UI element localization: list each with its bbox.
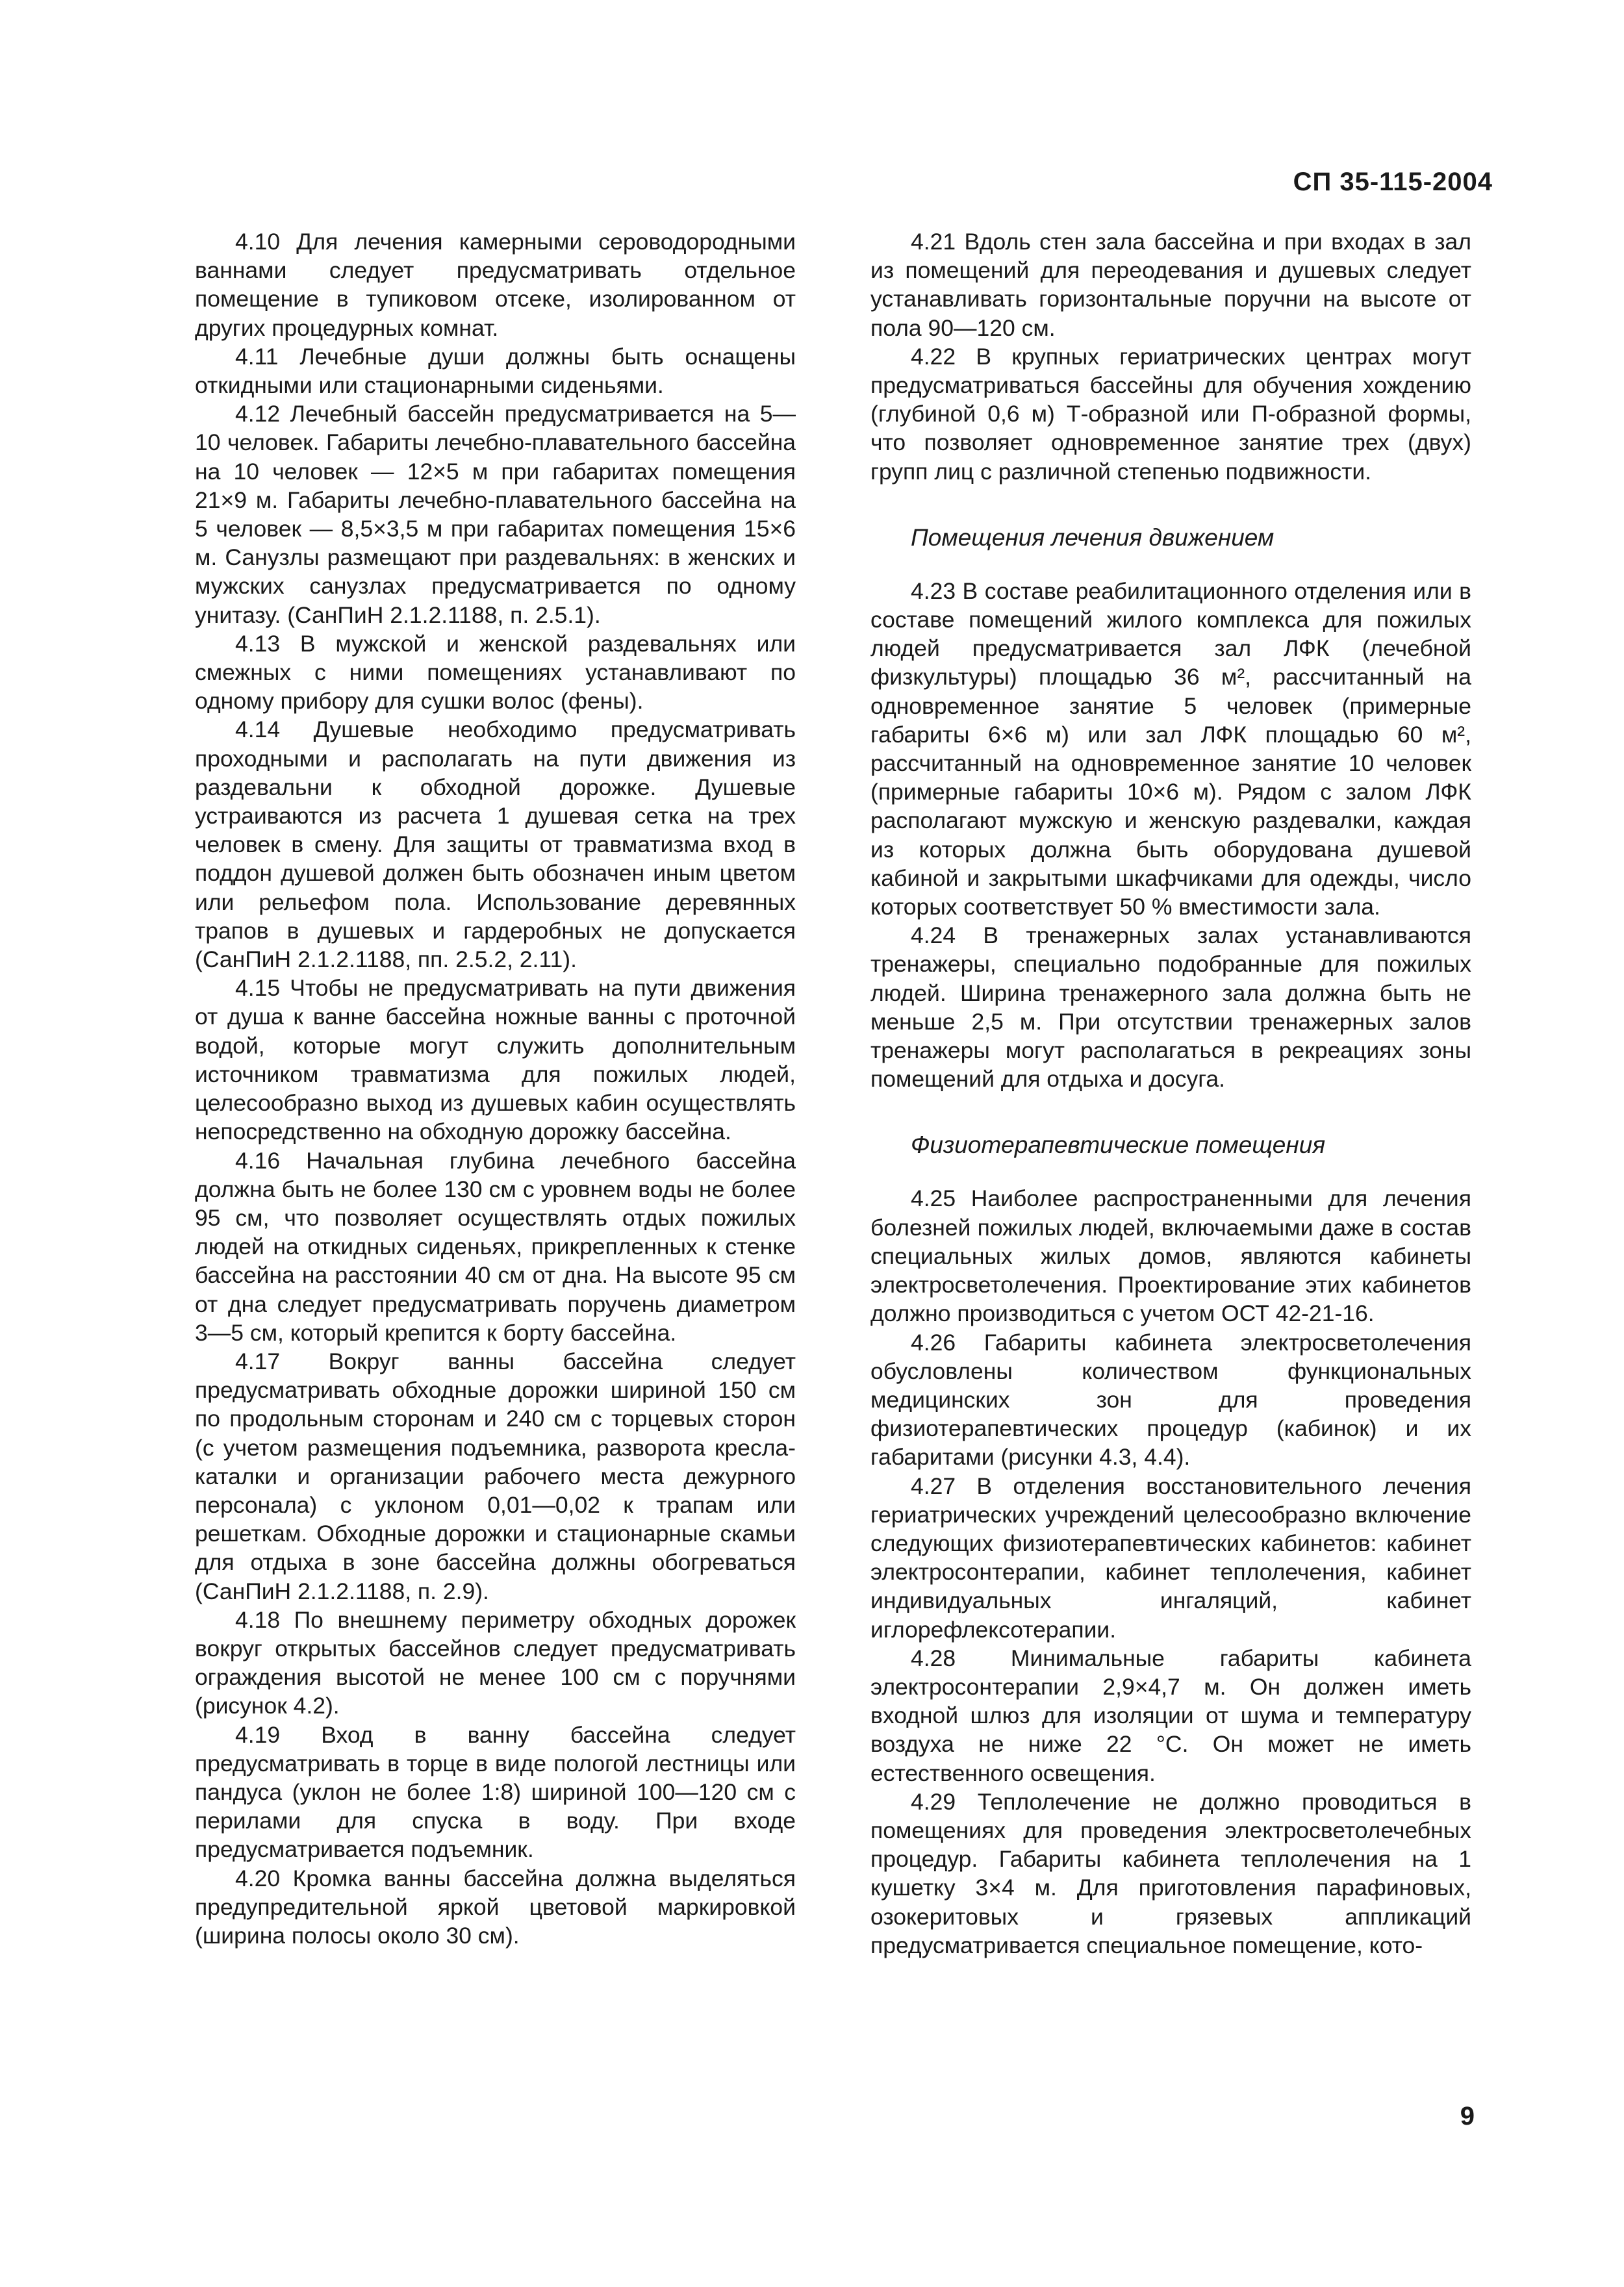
paragraph-4-20: 4.20 Кромка ванны бассейна должна выделяться предупредительной яркой цветовой маркировкой (ширина полосы около 30 см). [195, 1865, 796, 1949]
paragraph-4-14: 4.14 Душевые необходимо предусматривать проходными и располагать на пути движения из раздевальни к обходной дорожке. Душевые устраиваются из расчета 1 душевая сетка на трех человек в смену. Для защиты от травматизма вход в поддон душевой должен быть обозначен иным цветом или рельефом пола. Использование деревянных трапов в душевых и гардеробных не допускается (СанПиН 2.1.2.1188, пп. 2.5.2, 2.11). [195, 716, 796, 973]
paragraph-4-17: 4.17 Вокруг ванны бассейна следует предусматривать обходные дорожки шириной 150 см по продольным сторонам и 240 см с торцевых сторон (с учетом размещения подъемника, разворота кресла-каталки и организации рабочего места дежурного персонала) с уклоном 0,01—0,02 к трапам или решеткам. Обходные дорожки и стационарные скамьи для отдыха в зоне бассейна должны обогреваться (СанПиН 2.1.2.1188, п. 2.9). [195, 1348, 796, 1604]
page-number: 9 [1460, 2102, 1475, 2130]
paragraph-4-27: 4.27 В отделения восстановительного лечения гериатрических учреждений целесообразно включение следующих физиотерапевтических кабинетов: кабинет электросонтерапии, кабинет теплолечения, кабинет индивидуальных ингаляций, кабинет иглорефлексотерапии. [870, 1472, 1471, 1643]
paragraph-4-15: 4.15 Чтобы не предусматривать на пути движения от душа к ванне бассейна ножные ванны с проточной водой, которые могут служить дополнительным источником травматизма для пожилых людей, целесообразно выход из душевых кабин осуществлять непосредственно на обходную дорожку бассейна. [195, 975, 796, 1145]
paragraph-4-26: 4.26 Габариты кабинета электросветолечения обусловлены количеством функциональных медицинских зон для проведения физиотерапевтических процедур (кабинок) и их габаритами (рисунки 4.3, 4.4). [870, 1329, 1471, 1471]
paragraph-4-29: 4.29 Теплолечение не должно проводиться в помещениях для проведения электросветолечебных процедур. Габариты кабинета теплолечения на 1 кушетку 3×4 м. Для приготовления парафиновых, озокеритовых и грязевых аппликаций предусматривается специальное помещение, кото- [870, 1788, 1471, 1958]
left-column [195, 227, 796, 1950]
document-code-header: СП 35-115-2004 [1293, 168, 1493, 196]
paragraph-4-11: 4.11 Лечебные души должны быть оснащены откидными или стационарными сиденьями. [195, 343, 796, 399]
section-heading-movement-therapy: Помещения лечения движением [911, 524, 1275, 551]
paragraph-4-10: 4.10 Для лечения камерными сероводородными ваннами следует предусматривать отдельное помещение в тупиковом отсеке, изолированном от других процедурных комнат. [195, 229, 796, 341]
paragraph-4-16: 4.16 Начальная глубина лечебного бассейна должна быть не более 130 см с уровнем воды не более 95 см, что позволяет осуществлять отдых пожилых людей на откидных сиденьях, прикрепленных к стенке бассейна на расстоянии 40 см от дна. На высоте 95 см от дна следует предусматривать поручень диаметром 3—5 см, который крепится к борту бассейна. [195, 1147, 796, 1346]
paragraph-4-22: 4.22 В крупных гериатрических центрах могут предусматриваться бассейны для обучения хождению (глубиной 0,6 м) Т-образной или П-образной формы, что позволяет одновременное занятие трех (двух) групп лиц с различной степенью подвижности. [870, 343, 1471, 485]
paragraph-4-13: 4.13 В мужской и женской раздевальнях или смежных с ними помещениях устанавливают по одному прибору для сушки волос (фены). [195, 630, 796, 714]
paragraph-4-23: 4.23 В составе реабилитационного отделения или в составе помещений жилого комплекса для пожилых людей предусматривается зал ЛФК (лечебной физкультуры) площадью 36 м², рассчитанный на одновременное занятие 5 человек (примерные габариты 6×6 м) или зал ЛФК площадью 60 м², рассчитанный на одновременное занятие 10 человек (примерные габариты 10×6 м). Рядом с залом ЛФК располагают мужскую и женскую раздевалки, каждая из которых должна быть оборудована душевой кабиной и закрытыми шкафчиками для одежды, число которых соответствует 50 % вместимости зала. [870, 577, 1471, 920]
paragraph-4-28: 4.28 Минимальные габариты кабинета электросонтерапии 2,9×4,7 м. Он должен иметь входной шлюз для изоляции от шума и температуру воздуха не ниже 22 °С. Он может не иметь естественного освещения. [870, 1645, 1471, 1786]
paragraph-4-25: 4.25 Наиболее распространенными для лечения болезней пожилых людей, включаемыми даже в состав специальных жилых домов, являются кабинеты электросветолечения. Проектирование этих кабинетов должно производиться с учетом ОСТ 42-21-16. [870, 1185, 1471, 1327]
paragraph-4-12: 4.12 Лечебный бассейн предусматривается на 5—10 человек. Габариты лечебно-плавательного бассейна на 10 человек — 12×5 м при габаритах помещения 21×9 м. Габариты лечебно-плавательного бассейна на 5 человек — 8,5×3,5 м при габаритах помещения 15×6 м. Санузлы размещают при раздевальнях: в женских и мужских санузлах предусматривается по одному унитазу. (СанПиН 2.1.2.1188, п. 2.5.1). [195, 401, 796, 628]
paragraph-4-18: 4.18 По внешнему периметру обходных дорожек вокруг открытых бассейнов следует предусматривать ограждения высотой не менее 100 см с поручнями (рисунок 4.2). [195, 1606, 796, 1719]
section-heading-physiotherapy: Физиотерапевтические помещения [911, 1131, 1326, 1159]
right-column [870, 227, 1471, 1960]
paragraph-4-24: 4.24 В тренажерных залах устанавливаются тренажеры, специально подобранные для пожилых людей. Ширина тренажерного зала должна быть не меньше 2,5 м. При отсутствии тренажерных залов тренажеры могут располагаться в рекреациях зоны помещений для отдыха и досуга. [870, 922, 1471, 1093]
paragraph-4-19: 4.19 Вход в ванну бассейна следует предусматривать в торце в виде пологой лестницы или пандуса (уклон не более 1:8) шириной 100—120 см с перилами для спуска в воду. При входе предусматривается подъемник. [195, 1721, 796, 1863]
paragraph-4-21: 4.21 Вдоль стен зала бассейна и при входах в зал из помещений для переодевания и душевых следует устанавливать горизонтальные поручни на высоте от пола 90—120 см. [870, 229, 1471, 341]
